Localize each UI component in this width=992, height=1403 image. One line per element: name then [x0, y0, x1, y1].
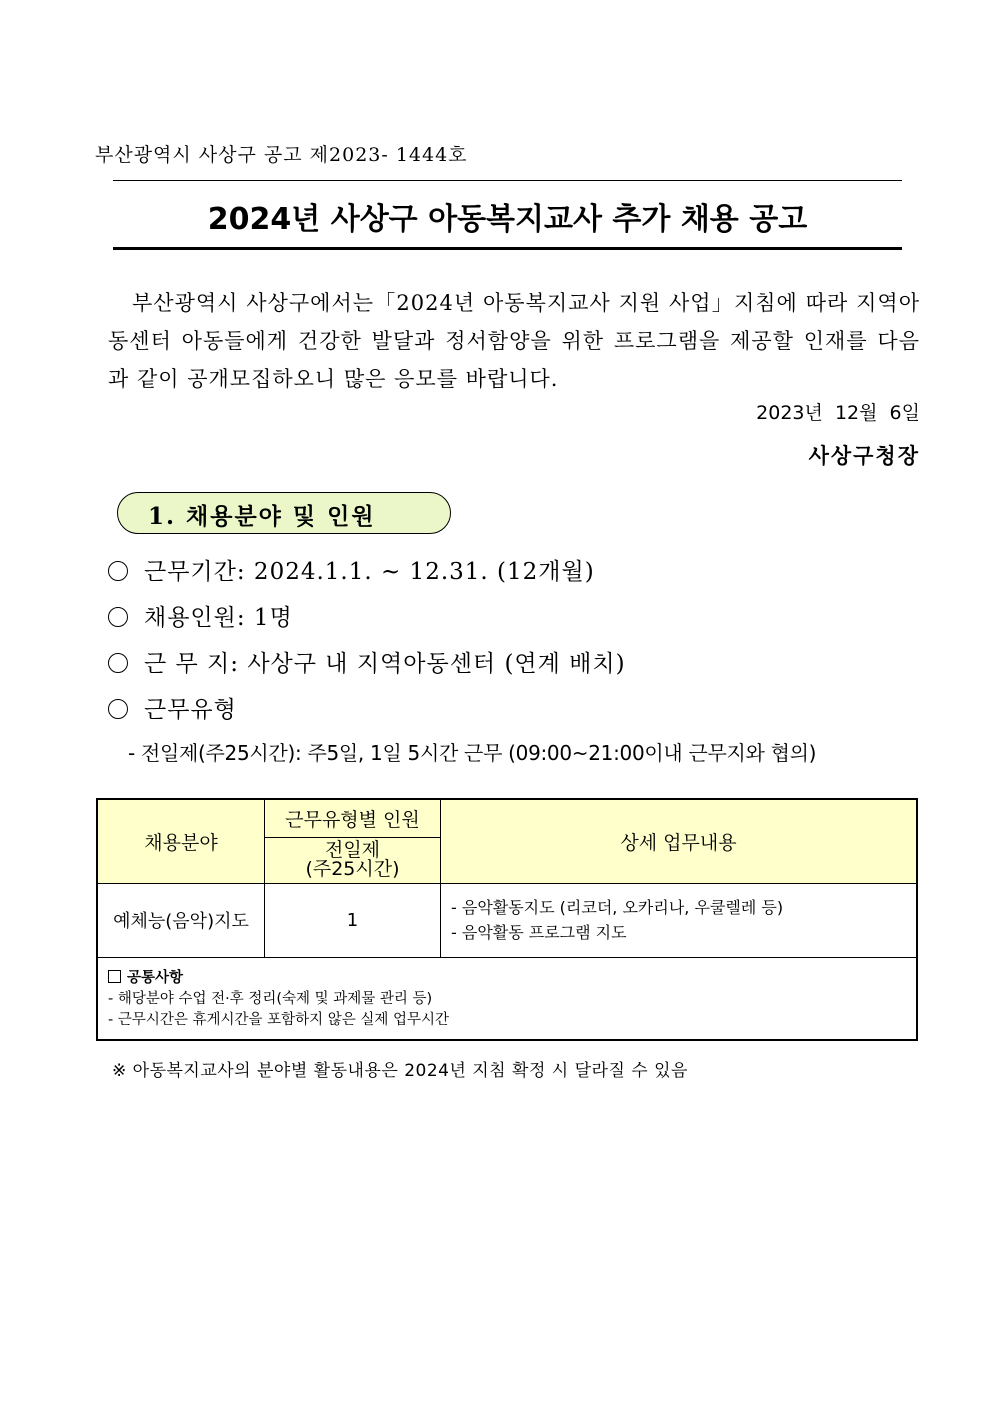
notice-date: 2023년 12월 6일 — [756, 402, 920, 424]
header-staff: 근무유형별 인원 — [265, 799, 441, 837]
header-staff-fulltime-line1: 전일제 — [324, 839, 381, 861]
title-underline — [113, 247, 902, 250]
row-count: 1 — [265, 883, 441, 957]
work-type-detail: - 전일제(주25시간): 주5일, 1일 5시간 근무 (09:00~21:00이내 근무지와 협의) — [128, 741, 817, 765]
circle-bullet-icon — [108, 653, 128, 673]
bullet-work-type — [108, 691, 237, 724]
header-field: 채용분야 — [97, 799, 265, 883]
header-duties: 상세 업무내용 — [441, 799, 918, 883]
row-duties — [441, 883, 918, 957]
recruitment-table — [96, 798, 918, 1041]
duty-item: - 음악활동 프로그램 지도 — [451, 923, 627, 942]
circle-bullet-icon — [108, 561, 128, 581]
bullet-text: 근무기간: 2024.1.1. ~ 12.31. (12개월) — [144, 559, 595, 585]
bullet-work-period — [108, 553, 595, 586]
common-notes — [97, 957, 917, 1040]
header-staff-fulltime-line2: (주25시간) — [305, 858, 400, 880]
circle-bullet-icon — [108, 699, 128, 719]
bullet-workplace — [108, 645, 626, 678]
common-item: - 근무시간은 휴게시간을 포함하지 않은 실제 업무시간 — [108, 1011, 450, 1028]
common-title: 공통사항 — [127, 969, 184, 986]
checkbox-square-icon — [108, 970, 121, 983]
top-divider — [113, 180, 902, 181]
intro-paragraph — [108, 284, 920, 398]
notice-number: 부산광역시 사상구 공고 제2023- 1444호 — [95, 144, 468, 166]
duty-item: - 음악활동지도 (리코더, 오카리나, 우쿨렐레 등) — [451, 898, 784, 917]
bullet-text: 근 무 지: 사상구 내 지역아동센터 (연계 배치) — [144, 651, 626, 677]
common-item: - 해당분야 수업 전·후 정리(숙제 및 과제물 관리 등) — [108, 990, 433, 1007]
circle-bullet-icon — [108, 607, 128, 627]
bullet-headcount — [108, 599, 293, 632]
common-title-row — [108, 968, 906, 989]
footnote: ※ 아동복지교사의 분야별 활동내용은 2024년 지침 확정 시 달라질 수 있음 — [112, 1061, 688, 1081]
section-heading: 1. 채용분야 및 인원 — [148, 503, 376, 530]
row-field: 예체능(음악)지도 — [97, 883, 265, 957]
header-staff-fulltime — [265, 837, 441, 883]
signer: 사상구청장 — [808, 443, 920, 468]
section-heading-badge — [117, 492, 451, 534]
intro-text: 부산광역시 사상구에서는「2024년 아동복지교사 지원 사업」지침에 따라 지역아동센터 아동들에게 건강한 발달과 정서함양을 위한 프로그램을 제공할 인재를 다음과 같이 공개모집하오니 많은 응모를 바랍니다. — [108, 291, 920, 391]
bullet-text: 채용인원: 1명 — [144, 605, 293, 631]
bullet-text: 근무유형 — [144, 697, 237, 723]
page-title: 2024년 사상구 아동복지교사 추가 채용 공고 — [207, 202, 808, 237]
